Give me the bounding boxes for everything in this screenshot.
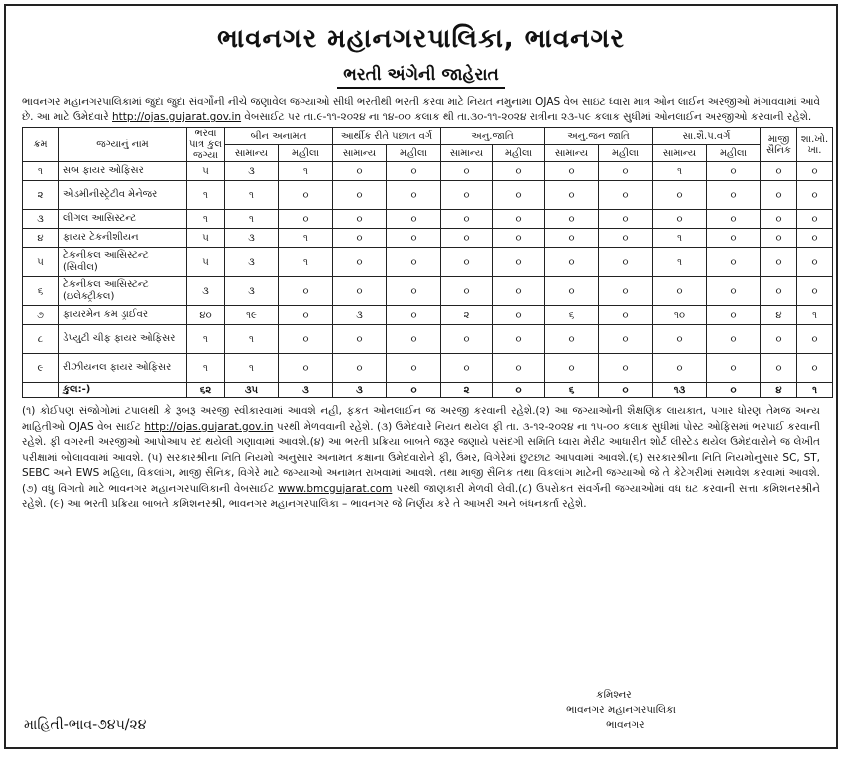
- cell-value: ૧: [225, 210, 279, 229]
- cell-value: ૦: [797, 181, 833, 210]
- cell-value: ૧: [225, 181, 279, 210]
- cell-value: ૦: [545, 277, 599, 306]
- cell-value: ૧: [653, 162, 707, 181]
- cell-value: ૦: [707, 210, 761, 229]
- cell-value: ૧૯: [225, 306, 279, 325]
- cell-value: ૦: [387, 354, 441, 383]
- cell-value: ૦: [387, 210, 441, 229]
- total-value: ૩૫: [225, 383, 279, 398]
- header-disabled: શા.ખો. ખા.: [797, 128, 833, 162]
- signatory-org: ભાવનગર મહાનગરપાલિકા: [566, 704, 676, 716]
- cell-value: ૦: [333, 325, 387, 354]
- cell-value: ૦: [653, 210, 707, 229]
- cell-post-name: ટેકનીકલ આસિસ્ટન્ટ (સિવીલ): [59, 248, 187, 277]
- cell-value: ૦: [441, 354, 493, 383]
- cell-value: ૦: [545, 181, 599, 210]
- cell-total: ૧: [187, 354, 225, 383]
- cell-total: ૧: [187, 181, 225, 210]
- cell-total: ૧: [187, 210, 225, 229]
- signature-block: [566, 688, 676, 733]
- cell-value: ૦: [707, 229, 761, 248]
- header-row-1: [23, 128, 833, 145]
- cell-total: ૫: [187, 229, 225, 248]
- header-sr: ક્રમ: [23, 128, 59, 162]
- ojas-link-notes[interactable]: http://ojas.gujarat.gov.in: [144, 420, 274, 433]
- cell-value: ૩: [225, 248, 279, 277]
- cell-value: ૧: [279, 162, 333, 181]
- cell-value: ૦: [441, 229, 493, 248]
- cell-value: ૦: [441, 248, 493, 277]
- cell-value: ૦: [599, 306, 653, 325]
- cell-sr: ૪: [23, 229, 59, 248]
- cell-value: ૦: [387, 325, 441, 354]
- cell-value: ૬: [545, 306, 599, 325]
- header-general: સામાન્ય: [653, 145, 707, 162]
- header-group: સા.શૈ.પ.વર્ગ: [653, 128, 761, 145]
- cell-value: ૧: [653, 248, 707, 277]
- notice-page: [4, 4, 838, 749]
- signatory-title: કમિશ્નર: [596, 689, 632, 701]
- table-row: [23, 162, 833, 181]
- header-ex-serviceman: માજી સૈનિક: [761, 128, 797, 162]
- cell-value: ૪: [761, 306, 797, 325]
- cell-value: ૧: [225, 325, 279, 354]
- notes-text-1: (૧) કોઈપણ સંજોગોમાં ટપાલથી કે રૂબરૂ અરજી સ્વીકારવામાં આવશે નહી, ફકત ઓનલાઈન જ અરજી કરવાની રહેશે.(૨) આ જગ્યાઓની શૈક્ષણિક લાયકાત, પગાર ધોરણ તેમજ અન્ય માહિતીઓ OJAS વેબ સાઈટ: [22, 405, 820, 433]
- cell-value: ૦: [653, 325, 707, 354]
- cell-value: ૦: [653, 277, 707, 306]
- header-group: બીન અનામત: [225, 128, 333, 145]
- cell-value: ૦: [707, 306, 761, 325]
- cell-value: ૦: [493, 210, 545, 229]
- cell-value: ૦: [545, 248, 599, 277]
- intro-text-1: ભાવનગર મહાનગરપાલિકામાં જુદા જુદા સંવર્ગોની નીચે જણાવેલ જગ્યાઓ સીધી ભરતીથી ભરતી કરવા માટે નિયત નમુનામા OJAS વેબ સાઇટ ધ્વારા માત્ર ઓન લાઈન અરજીઓ મંગાવવામાં આવે છે. આ માટે ઉમેદવારે: [22, 96, 820, 123]
- header-female: મહીલા: [599, 145, 653, 162]
- header-female: મહીલા: [707, 145, 761, 162]
- header-general: સામાન્ય: [545, 145, 599, 162]
- cell-value: ૦: [441, 181, 493, 210]
- cell-value: ૦: [333, 277, 387, 306]
- cell-value: ૧: [279, 229, 333, 248]
- vacancy-table: [22, 127, 833, 398]
- cell-sr: ૬: [23, 277, 59, 306]
- total-value: ૦: [387, 383, 441, 398]
- cell-value: ૦: [333, 354, 387, 383]
- notice-subtitle: ભરતી અંગેની જાહેરાત: [337, 65, 505, 89]
- cell-value: ૦: [493, 248, 545, 277]
- total-value: ૦: [707, 383, 761, 398]
- header-general: સામાન્ય: [333, 145, 387, 162]
- intro-text-2: વેબસાઈટ પર તા.૯-૧૧-૨૦૨૪ ના ૧૪-૦૦ કલાક થી તા.૩૦-૧૧-૨૦૨૪ રાત્રીના ૨૩-૫૯ કલાક સુધીમાં ઓનલાઈન અરજીઓ કરવાની રહેશે.: [241, 111, 812, 123]
- table-row: [23, 325, 833, 354]
- header-post: જગ્યાનું નામ: [59, 128, 187, 162]
- cell-post-name: ફાયર ટેકનીશીયન: [59, 229, 187, 248]
- cell-value: ૦: [545, 325, 599, 354]
- header-female: મહીલા: [493, 145, 545, 162]
- cell-sr: ૭: [23, 306, 59, 325]
- header-female: મહીલા: [387, 145, 441, 162]
- cell-value: ૦: [707, 181, 761, 210]
- header-general: સામાન્ય: [225, 145, 279, 162]
- cell-value: ૦: [493, 306, 545, 325]
- cell-value: ૦: [599, 354, 653, 383]
- total-value: ૨: [441, 383, 493, 398]
- cell-value: ૦: [493, 162, 545, 181]
- cell-value: ૦: [545, 210, 599, 229]
- cell-value: ૦: [279, 277, 333, 306]
- cell-value: ૩: [225, 277, 279, 306]
- bmc-website-link[interactable]: www.bmcgujarat.com: [278, 482, 393, 495]
- cell-value: ૦: [599, 162, 653, 181]
- cell-value: ૦: [387, 277, 441, 306]
- cell-value: ૦: [797, 162, 833, 181]
- cell-value: ૦: [279, 181, 333, 210]
- cell-value: ૦: [333, 248, 387, 277]
- cell-value: ૦: [545, 354, 599, 383]
- cell-value: ૦: [493, 277, 545, 306]
- total-value: ૪: [761, 383, 797, 398]
- cell-value: ૦: [599, 210, 653, 229]
- header-total: ભરવા પાત્ર કુલ જગ્યા: [187, 128, 225, 162]
- cell-value: ૦: [599, 325, 653, 354]
- cell-sr: ૫: [23, 248, 59, 277]
- cell-value: ૦: [797, 229, 833, 248]
- cell-post-name: એડમીનીસ્ટ્રેટીવ મેનેજર: [59, 181, 187, 210]
- cell-post-name: ડેપ્યુટી ચીફ ફાયર ઓફિસર: [59, 325, 187, 354]
- cell-value: ૦: [493, 229, 545, 248]
- cell-value: ૦: [761, 354, 797, 383]
- cell-value: ૦: [387, 248, 441, 277]
- header-group: અનુ.જન જાતિ: [545, 128, 653, 145]
- cell-post-name: રીઝીયનલ ફાયર ઓફિસર: [59, 354, 187, 383]
- cell-value: ૦: [707, 248, 761, 277]
- cell-value: ૦: [761, 210, 797, 229]
- total-row: [23, 383, 833, 398]
- cell-value: ૦: [387, 229, 441, 248]
- cell-value: ૦: [333, 229, 387, 248]
- header-group: અનુ.જાતિ: [441, 128, 545, 145]
- cell-value: ૦: [761, 248, 797, 277]
- total-value: ૦: [599, 383, 653, 398]
- cell-value: ૦: [797, 210, 833, 229]
- cell-value: ૦: [441, 325, 493, 354]
- cell-total: ૫: [187, 162, 225, 181]
- subtitle-wrap: [6, 65, 836, 89]
- total-value: ૩: [333, 383, 387, 398]
- notes-text-2: પરથી મેળવવાની રહેશે. (૩) ઉમેદવારે નિયત થયેલ ફી તા. ૩-૧૨-૨૦૨૪ ના ૧૫-૦૦ કલાક સુધીમાં પોસ્ટ ઓફિસમાં ભરપાઈ કરવાની રહેશે. ફી વગરની અરજીઓ આપોઆપ રદ થયેલી ગણાવામાં આવશે.(૪) આ ભરતી પ્રક્રિયા બાબતે જરૂર જણાયે પસંદગી સમિતિ ધ્વારા મેરીટ આધારીત શોર્ટ લીસ્ટેડ થયેલ ઉમેદવારોને જ લેખીત પરીક્ષામાં બોલાવવામાં આવશે. (૫) સરકારશ્રીના નિતિ નિયમો અનુસાર અનામત કક્ષાના ઉમેદવારોને ફી, ઉંમર, વિગેરેમાં છુટછાટ આપવામાં આવશે.(૬) સરકારશ્રીના નિતિ નિયમોનુસાર SC, ST, SEBC અને EWS મહિલા, વિકલાંગ, માજી સૈનિક, વિગેરે માટે જગ્યાઓ અનામત રાખવામાં આવશે. તથા માજી સૈનિક તથા વિકલાંગ માટેની જગ્યાઓ જે તે કેટેગરીમાં સમાવેશ કરવામાં આવશે. (૭) વધુ વિગતો માટે ભાવનગર મહાનગરપાલિકાની વેબસાઈટ: [22, 420, 820, 495]
- header-group: આર્થીક રીતે પછાત વર્ગ: [333, 128, 441, 145]
- cell-value: ૦: [797, 354, 833, 383]
- cell-value: ૦: [761, 162, 797, 181]
- cell-sr: ૨: [23, 181, 59, 210]
- cell-value: ૦: [387, 181, 441, 210]
- cell-value: ૦: [279, 325, 333, 354]
- cell-value: ૦: [653, 354, 707, 383]
- cell-value: ૦: [441, 210, 493, 229]
- table-row: [23, 181, 833, 210]
- total-value: ૦: [493, 383, 545, 398]
- cell-value: ૧: [225, 354, 279, 383]
- header-female: મહીલા: [279, 145, 333, 162]
- table-row: [23, 354, 833, 383]
- cell-value: ૦: [545, 229, 599, 248]
- cell-value: ૧: [279, 248, 333, 277]
- cell-value: ૦: [279, 354, 333, 383]
- cell-value: ૩: [225, 162, 279, 181]
- cell-value: ૩: [225, 229, 279, 248]
- cell-value: ૦: [493, 181, 545, 210]
- table-row: [23, 229, 833, 248]
- cell-sr: ૧: [23, 162, 59, 181]
- table-row: [23, 306, 833, 325]
- cell-value: ૦: [493, 325, 545, 354]
- cell-value: ૦: [653, 181, 707, 210]
- cell-value: ૧: [797, 306, 833, 325]
- cell-value: ૦: [707, 325, 761, 354]
- cell-value: ૦: [599, 277, 653, 306]
- cell-value: ૦: [279, 306, 333, 325]
- total-label: કુલ:-): [59, 383, 187, 398]
- table-row: [23, 210, 833, 229]
- total-value: ૧: [797, 383, 833, 398]
- cell-value: ૦: [545, 162, 599, 181]
- cell-total: ૧: [187, 325, 225, 354]
- cell-total: ૫: [187, 248, 225, 277]
- cell-sr: ૯: [23, 354, 59, 383]
- cell-value: ૦: [599, 229, 653, 248]
- cell-sr: ૩: [23, 210, 59, 229]
- cell-value: ૦: [761, 181, 797, 210]
- cell-value: ૦: [387, 162, 441, 181]
- cell-value: ૦: [599, 181, 653, 210]
- ojas-link[interactable]: http://ojas.gujarat.gov.in: [112, 111, 242, 123]
- cell-post-name: લીગલ આસિસ્ટન્ટ: [59, 210, 187, 229]
- total-count: ૬૨: [187, 383, 225, 398]
- cell-total: ૪૦: [187, 306, 225, 325]
- total-value: ૧૩: [653, 383, 707, 398]
- cell-value: ૦: [333, 162, 387, 181]
- intro-paragraph: [22, 95, 820, 125]
- cell-value: ૦: [761, 229, 797, 248]
- cell-value: ૦: [707, 162, 761, 181]
- cell-value: ૦: [333, 181, 387, 210]
- cell-value: ૦: [707, 354, 761, 383]
- cell-value: ૩: [333, 306, 387, 325]
- table-header: [23, 128, 833, 162]
- cell-total: ૩: [187, 277, 225, 306]
- cell-value: ૦: [441, 277, 493, 306]
- cell-value: ૦: [797, 248, 833, 277]
- cell-sr: ૮: [23, 325, 59, 354]
- notes-text-3: પરથી જાણકારી મેળવી લેવી.(૮) ઉપરોકત સંવર્ગની જગ્યાઓમાં વધ ઘટ કરવાની સત્તા કમિશનરશ્રીને રહેશે. (૯) આ ભરતી પ્રક્રિયા બાબતે કમિશનરશ્રી, ભાવનગર મહાનગરપાલિકા – ભાવનગર જે નિર્ણય કરે તે આખરી અને બંધનકર્તા રહેશે.: [22, 482, 820, 510]
- cell-post-name: સબ ફાયર ઓફિસર: [59, 162, 187, 181]
- cell-value: ૦: [387, 306, 441, 325]
- cell-value: ૧૦: [653, 306, 707, 325]
- cell-post-name: ટેકનીકલ આસિસ્ટન્ટ (ઇલેક્ટ્રીકલ): [59, 277, 187, 306]
- cell-value: ૨: [441, 306, 493, 325]
- signatory-city: ભાવનગર: [606, 719, 645, 731]
- cell-value: ૦: [707, 277, 761, 306]
- header-general: સામાન્ય: [441, 145, 493, 162]
- cell-value: ૦: [761, 325, 797, 354]
- cell-value: ૦: [333, 210, 387, 229]
- cell-value: ૦: [797, 325, 833, 354]
- total-value: ૬: [545, 383, 599, 398]
- total-value: ૩: [279, 383, 333, 398]
- cell-value: ૦: [599, 248, 653, 277]
- total-sr-empty: [23, 383, 59, 398]
- reference-number: માહિતી-ભાવ-૭૪૫/૨૪: [24, 717, 147, 733]
- cell-value: ૦: [761, 277, 797, 306]
- cell-value: ૦: [493, 354, 545, 383]
- cell-value: ૦: [279, 210, 333, 229]
- cell-post-name: ફાયરમેન કમ ડ્રાઈવર: [59, 306, 187, 325]
- cell-value: ૧: [653, 229, 707, 248]
- table-body: [23, 162, 833, 398]
- cell-value: ૦: [797, 277, 833, 306]
- table-row: [23, 248, 833, 277]
- cell-value: ૦: [441, 162, 493, 181]
- notes-paragraph: [22, 404, 820, 513]
- table-row: [23, 277, 833, 306]
- page-title: ભાવનગર મહાનગરપાલિકા, ભાવનગર: [217, 24, 625, 54]
